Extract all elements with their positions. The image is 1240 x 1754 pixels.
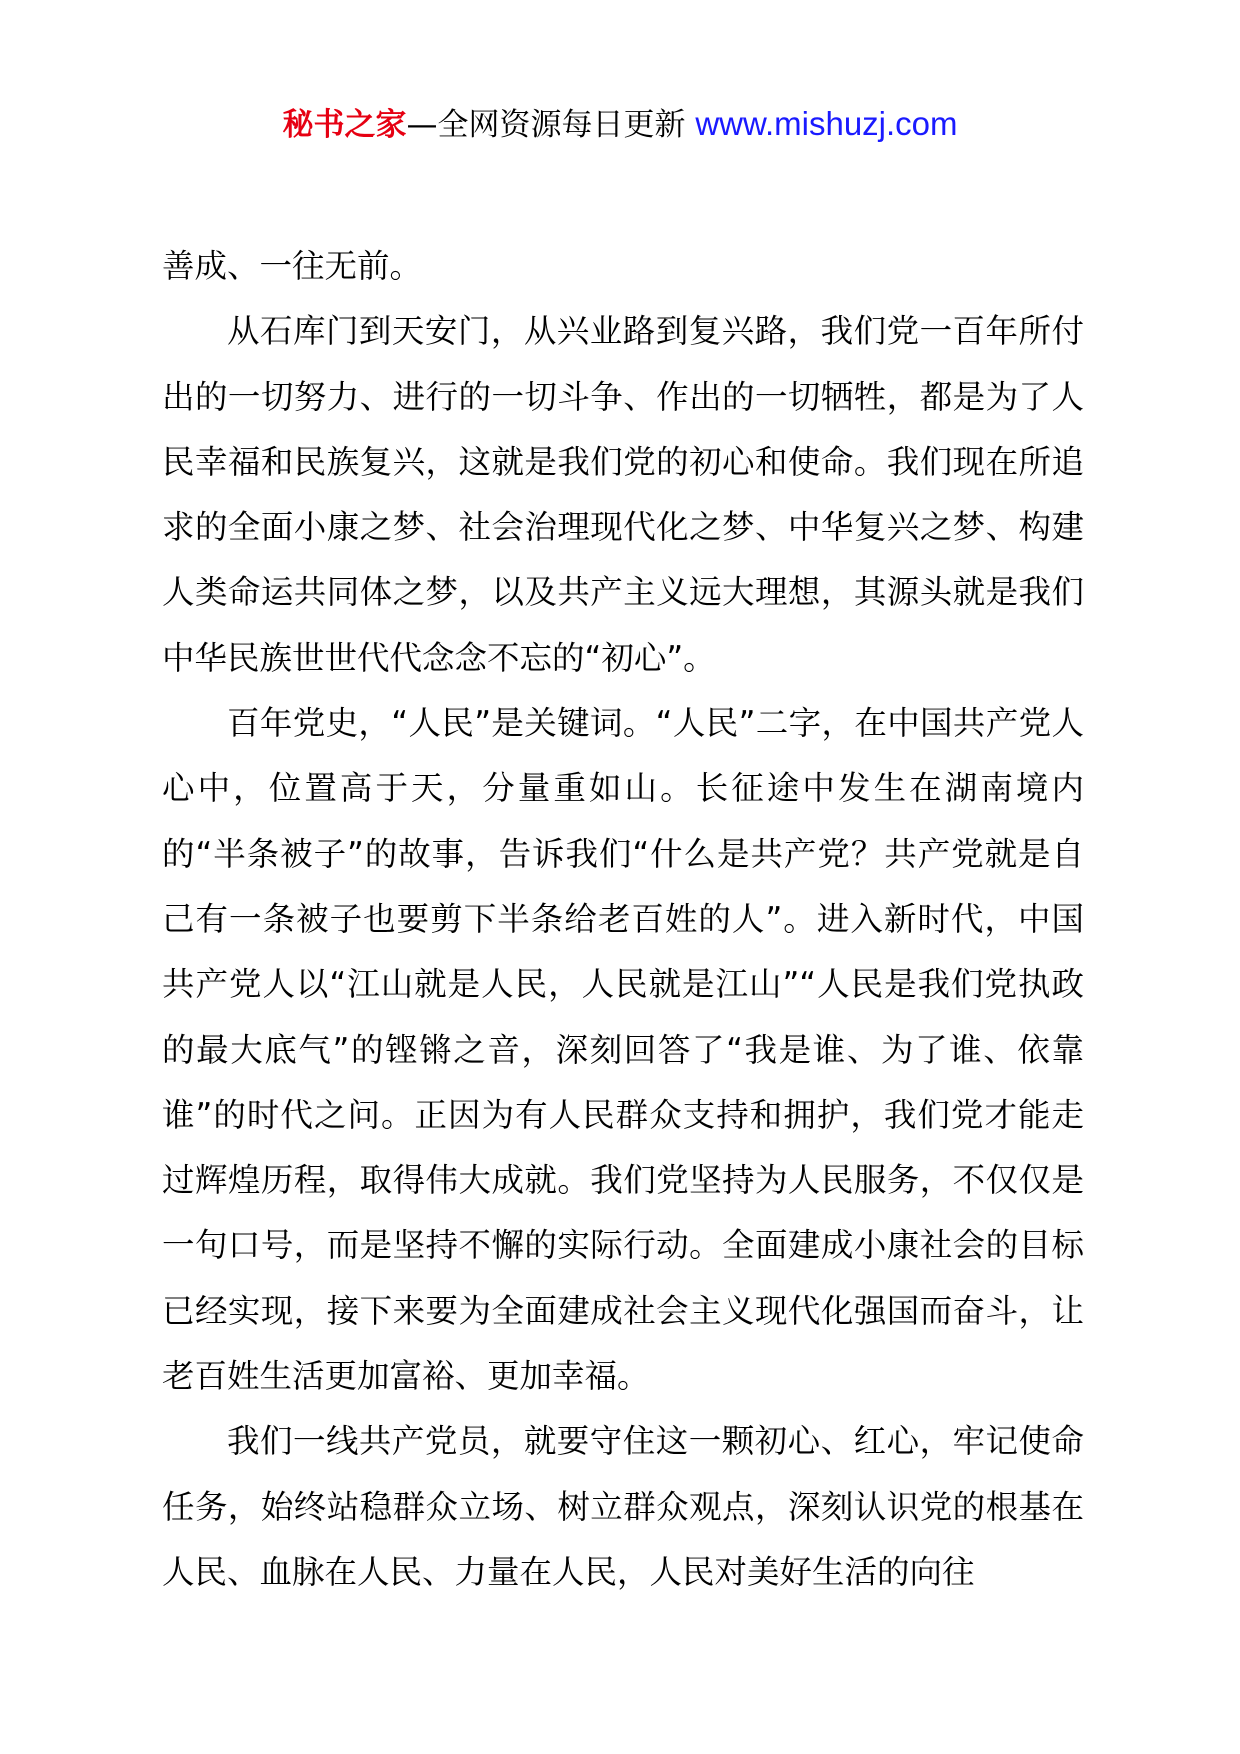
paragraph-continuation: 善成、一往无前。: [162, 247, 423, 285]
document-body: [162, 234, 1084, 1605]
paragraph: 从石库门到天安门，从兴业路到复兴路，我们党一百年所付出的一切努力、进行的一切斗争、作出的一切牺牲，都是为了人民幸福和民族复兴，这就是我们党的初心和使命。我们现在所追求的全面小康之梦、社会治理现代化之梦、中华复兴之梦、构建人类命运共同体之梦，以及共产主义远大理想，其源头就是我们中华民族世世代代念念不忘的“初心”。: [162, 312, 1084, 677]
paragraph: 我们一线共产党员，就要守住这一颗初心、红心，牢记使命任务，始终站稳群众立场、树立群众观点，深刻认识党的根基在人民、血脉在人民、力量在人民，人民对美好生活的向往: [162, 1422, 1084, 1591]
website-link[interactable]: www.mishuzj.com: [695, 105, 958, 142]
page-header: [0, 102, 1240, 147]
paragraph: 百年党史，“人民”是关键词。“人民”二字，在中国共产党人心中，位置高于天，分量重如山。长征途中发生在湖南境内的“半条被子”的故事，告诉我们“什么是共产党？共产党就是自己有一条被子也要剪下半条给老百姓的人”。进入新时代，中国共产党人以“江山就是人民，人民就是江山”“人民是我们党执政的最大底气”的铿锵之音，深刻回答了“我是谁、为了谁、依靠谁”的时代之问。正因为有人民群众支持和拥护，我们党才能走过辉煌历程，取得伟大成就。我们党坚持为人民服务，不仅仅是一句口号，而是坚持不懈的实际行动。全面建成小康社会的目标已经实现，接下来要为全面建成社会主义现代化强国而奋斗，让老百姓生活更加富裕、更加幸福。: [162, 704, 1084, 1396]
header-tagline: —全网资源每日更新: [406, 107, 686, 143]
brand-name: 秘书之家: [282, 107, 407, 143]
